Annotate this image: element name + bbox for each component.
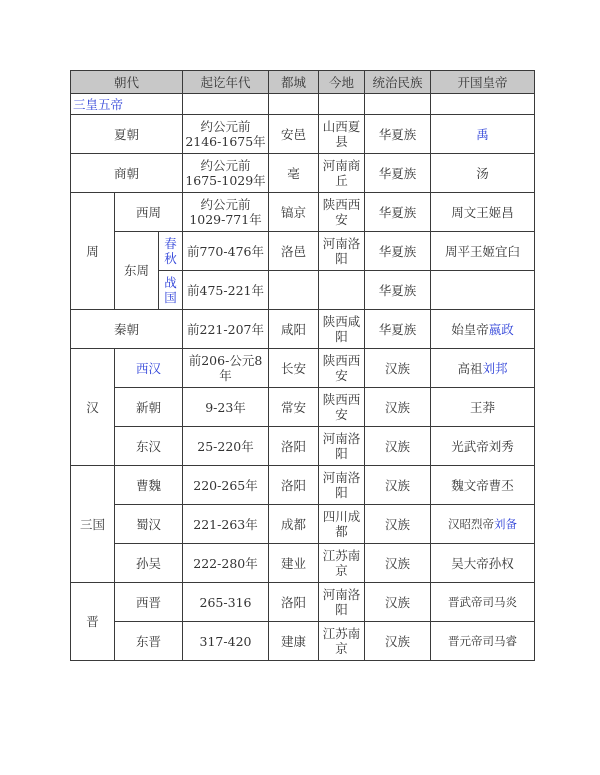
- capital-cell: 亳: [269, 154, 319, 193]
- founder-cell: 周文王姬昌: [431, 193, 535, 232]
- founder-cell: 晋武帝司马炎: [431, 583, 535, 622]
- capital-cell: 成都: [269, 505, 319, 544]
- founder-cell: [431, 349, 535, 388]
- ethnic-cell: 华夏族: [365, 232, 431, 271]
- founder-cell: [431, 505, 535, 544]
- place-cell: 河南洛阳: [319, 427, 365, 466]
- dynasty-name: 西周: [115, 193, 183, 232]
- capital-cell: 洛阳: [269, 466, 319, 505]
- place-cell: 江苏南京: [319, 622, 365, 661]
- place-cell: 陕西咸阳: [319, 310, 365, 349]
- founder-prefix: 汉昭烈帝: [448, 516, 495, 531]
- capital-cell: 安邑: [269, 115, 319, 154]
- capital-cell: [269, 271, 319, 310]
- sanhuang-link[interactable]: 三皇五帝: [73, 96, 124, 112]
- founder-cell: [431, 271, 535, 310]
- founder-cell: 晋元帝司马睿: [431, 622, 535, 661]
- place-cell: 山西夏县: [319, 115, 365, 154]
- ethnic-cell: 汉族: [365, 583, 431, 622]
- ethnic-cell: 汉族: [365, 622, 431, 661]
- place-cell: 河南洛阳: [319, 583, 365, 622]
- table-row: [71, 94, 535, 115]
- place-cell: 四川成都: [319, 505, 365, 544]
- dynasty-link[interactable]: [71, 94, 183, 115]
- zhanguo-link[interactable]: [159, 271, 183, 310]
- years-cell: 前475-221年: [183, 271, 269, 310]
- founder-prefix: 始皇帝: [451, 321, 489, 337]
- group-zhou: 周: [71, 193, 115, 310]
- table-row: [71, 154, 535, 193]
- header-place: 今地: [319, 71, 365, 94]
- table-row: [71, 427, 535, 466]
- years-cell: 约公元前2146-1675年: [183, 115, 269, 154]
- place-cell: 河南商丘: [319, 154, 365, 193]
- group-sanguo: 三国: [71, 466, 115, 583]
- cell: [319, 94, 365, 115]
- founder-link[interactable]: 刘邦: [482, 360, 508, 376]
- header-row: [71, 71, 535, 94]
- years-cell: 317-420: [183, 622, 269, 661]
- table-row: [71, 232, 535, 271]
- place-cell: [319, 271, 365, 310]
- group-han: 汉: [71, 349, 115, 466]
- chunqiu-link[interactable]: [159, 232, 183, 271]
- place-cell: 陕西西安: [319, 349, 365, 388]
- header-years: 起讫年代: [183, 71, 269, 94]
- place-cell: 陕西西安: [319, 388, 365, 427]
- cell: [269, 94, 319, 115]
- ethnic-cell: 汉族: [365, 544, 431, 583]
- chunqiu-label[interactable]: 春秋: [164, 236, 177, 266]
- founder-cell: 吴大帝孙权: [431, 544, 535, 583]
- ethnic-cell: 华夏族: [365, 310, 431, 349]
- years-cell: 约公元前1029-771年: [183, 193, 269, 232]
- dynasty-name: 夏朝: [71, 115, 183, 154]
- place-cell: 河南洛阳: [319, 232, 365, 271]
- dynasty-name: 曹魏: [115, 466, 183, 505]
- header-ethnic: 统治民族: [365, 71, 431, 94]
- header-capital: 都城: [269, 71, 319, 94]
- table-row: [71, 544, 535, 583]
- capital-cell: 建康: [269, 622, 319, 661]
- capital-cell: 洛阳: [269, 583, 319, 622]
- founder-cell[interactable]: [431, 115, 535, 154]
- dynasty-name: 商朝: [71, 154, 183, 193]
- ethnic-cell: 汉族: [365, 505, 431, 544]
- dynasty-table: [70, 70, 535, 661]
- founder-prefix: 高祖: [457, 360, 483, 376]
- founder-link[interactable]: 禹: [476, 126, 489, 142]
- dynasty-link[interactable]: [115, 349, 183, 388]
- table-row: [71, 622, 535, 661]
- place-cell: 河南洛阳: [319, 466, 365, 505]
- founder-link[interactable]: 刘备: [494, 516, 518, 531]
- years-cell: 约公元前1675-1029年: [183, 154, 269, 193]
- capital-cell: 常安: [269, 388, 319, 427]
- table-row: [71, 583, 535, 622]
- table-row: [71, 388, 535, 427]
- place-cell: 江苏南京: [319, 544, 365, 583]
- group-jin: 晋: [71, 583, 115, 661]
- ethnic-cell: 汉族: [365, 427, 431, 466]
- founder-link[interactable]: 嬴政: [488, 321, 514, 337]
- header-founder: 开国皇帝: [431, 71, 535, 94]
- years-cell: 前206-公元8年: [183, 349, 269, 388]
- cell: [183, 94, 269, 115]
- table-row: [71, 505, 535, 544]
- ethnic-cell: 华夏族: [365, 154, 431, 193]
- years-cell: 前221-207年: [183, 310, 269, 349]
- dynasty-name: 东周: [115, 232, 159, 310]
- cell: [365, 94, 431, 115]
- cell: [431, 94, 535, 115]
- founder-cell: [431, 310, 535, 349]
- header-dynasty: 朝代: [71, 71, 183, 94]
- founder-cell: 光武帝刘秀: [431, 427, 535, 466]
- table-row: [71, 349, 535, 388]
- years-cell: 9-23年: [183, 388, 269, 427]
- dynasty-name: 孙吴: [115, 544, 183, 583]
- founder-cell: 周平王姬宜臼: [431, 232, 535, 271]
- capital-cell: 洛邑: [269, 232, 319, 271]
- years-cell: 221-263年: [183, 505, 269, 544]
- dynasty-name: 东汉: [115, 427, 183, 466]
- capital-cell: 长安: [269, 349, 319, 388]
- ethnic-cell: 汉族: [365, 388, 431, 427]
- table-row: [71, 466, 535, 505]
- zhanguo-label[interactable]: 战国: [164, 275, 177, 305]
- capital-cell: 镐京: [269, 193, 319, 232]
- founder-cell: 王莽: [431, 388, 535, 427]
- dynasty-name: 东晋: [115, 622, 183, 661]
- capital-cell: 建业: [269, 544, 319, 583]
- capital-cell: 咸阳: [269, 310, 319, 349]
- dynasty-name: 蜀汉: [115, 505, 183, 544]
- table-row: [71, 193, 535, 232]
- table-row: [71, 310, 535, 349]
- years-cell: 前770-476年: [183, 232, 269, 271]
- capital-cell: 洛阳: [269, 427, 319, 466]
- xihan-link[interactable]: 西汉: [136, 360, 162, 376]
- dynasty-name: 秦朝: [71, 310, 183, 349]
- years-cell: 25-220年: [183, 427, 269, 466]
- years-cell: 220-265年: [183, 466, 269, 505]
- table-row: [71, 115, 535, 154]
- years-cell: 265-316: [183, 583, 269, 622]
- ethnic-cell: 华夏族: [365, 115, 431, 154]
- ethnic-cell: 华夏族: [365, 193, 431, 232]
- ethnic-cell: 汉族: [365, 349, 431, 388]
- years-cell: 222-280年: [183, 544, 269, 583]
- founder-cell: 魏文帝曹丕: [431, 466, 535, 505]
- founder-cell: 汤: [431, 154, 535, 193]
- place-cell: 陕西西安: [319, 193, 365, 232]
- dynasty-name: 新朝: [115, 388, 183, 427]
- dynasty-name: 西晋: [115, 583, 183, 622]
- ethnic-cell: 汉族: [365, 466, 431, 505]
- ethnic-cell: 华夏族: [365, 271, 431, 310]
